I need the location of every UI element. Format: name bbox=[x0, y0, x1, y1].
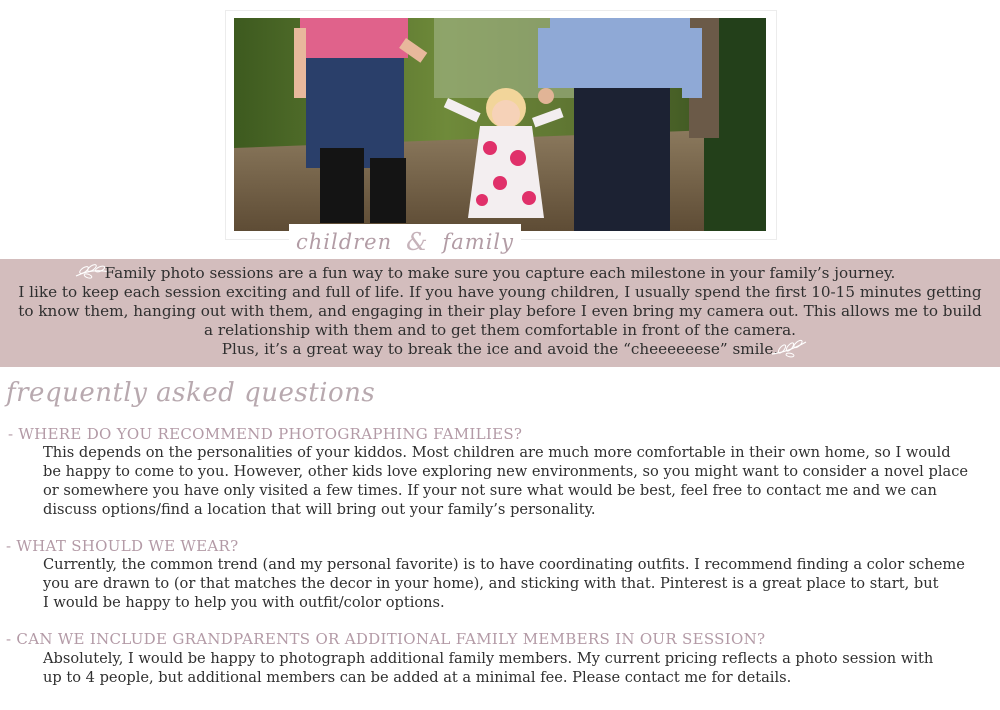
intro-line: I like to keep each session exciting and full of life. If you have young children, I usually spend the first 10-15 minutes getting bbox=[18, 283, 982, 301]
caption-left: children bbox=[295, 230, 393, 254]
faq-answer-line: I would be happy to help you with outfit/color options. bbox=[43, 594, 445, 611]
laurel-branch-icon bbox=[770, 338, 808, 360]
faq-heading: frequently asked questions bbox=[6, 378, 376, 408]
faq-answer-line: you are drawn to (or that matches the decor in your home), and sticking with that. Pinterest is a great place to start, but bbox=[43, 575, 939, 592]
faq-question: - WHAT SHOULD WE WEAR? bbox=[6, 537, 239, 555]
intro-text bbox=[0, 264, 1000, 359]
intro-line: Family photo sessions are a fun way to make sure you capture each milestone in your family’s journey. bbox=[104, 264, 896, 282]
faq-answer-line: discuss options/find a location that will bring out your family’s personality. bbox=[43, 501, 596, 518]
hero-photo bbox=[234, 18, 766, 231]
faq-answer-line: Absolutely, I would be happy to photograph additional family members. My current pricing reflects a photo session with bbox=[43, 650, 934, 667]
faq-answer-line: This depends on the personalities of your kiddos. Most children are much more comfortable in their own home, so I would bbox=[43, 444, 951, 461]
faq-answer bbox=[43, 555, 965, 612]
intro-line: Plus, it’s a great way to break the ice and avoid the “cheeeeeese” smile. bbox=[221, 340, 779, 358]
faq-answer-line: up to 4 people, but additional members can be added at a minimal fee. Please contact me for details. bbox=[43, 669, 792, 686]
faq-question: - WHERE DO YOU RECOMMEND PHOTOGRAPHING FAMILIES? bbox=[8, 425, 523, 443]
faq-answer-line: Currently, the common trend (and my personal favorite) is to have coordinating outfits. I recommend finding a color scheme bbox=[43, 556, 965, 573]
faq-question: - CAN WE INCLUDE GRANDPARENTS OR ADDITIONAL FAMILY MEMBERS IN OUR SESSION? bbox=[6, 630, 766, 648]
intro-line: to know them, hanging out with them, and engaging in their play before I even bring my camera out. This allows me to build bbox=[18, 302, 982, 320]
hero-caption bbox=[289, 224, 521, 260]
faq-answer bbox=[43, 443, 968, 519]
caption-right: family bbox=[442, 230, 515, 254]
faq-answer-line: or somewhere you have only visited a few times. If your not sure what would be best, feel free to contact me and we can bbox=[43, 482, 937, 499]
faq-answer bbox=[43, 649, 933, 687]
faq-answer-line: be happy to come to you. However, other kids love exploring new environments, so you might want to consider a novel place bbox=[43, 463, 968, 480]
caption-ampersand: & bbox=[406, 228, 429, 256]
intro-line: a relationship with them and to get them comfortable in front of the camera. bbox=[203, 321, 796, 339]
